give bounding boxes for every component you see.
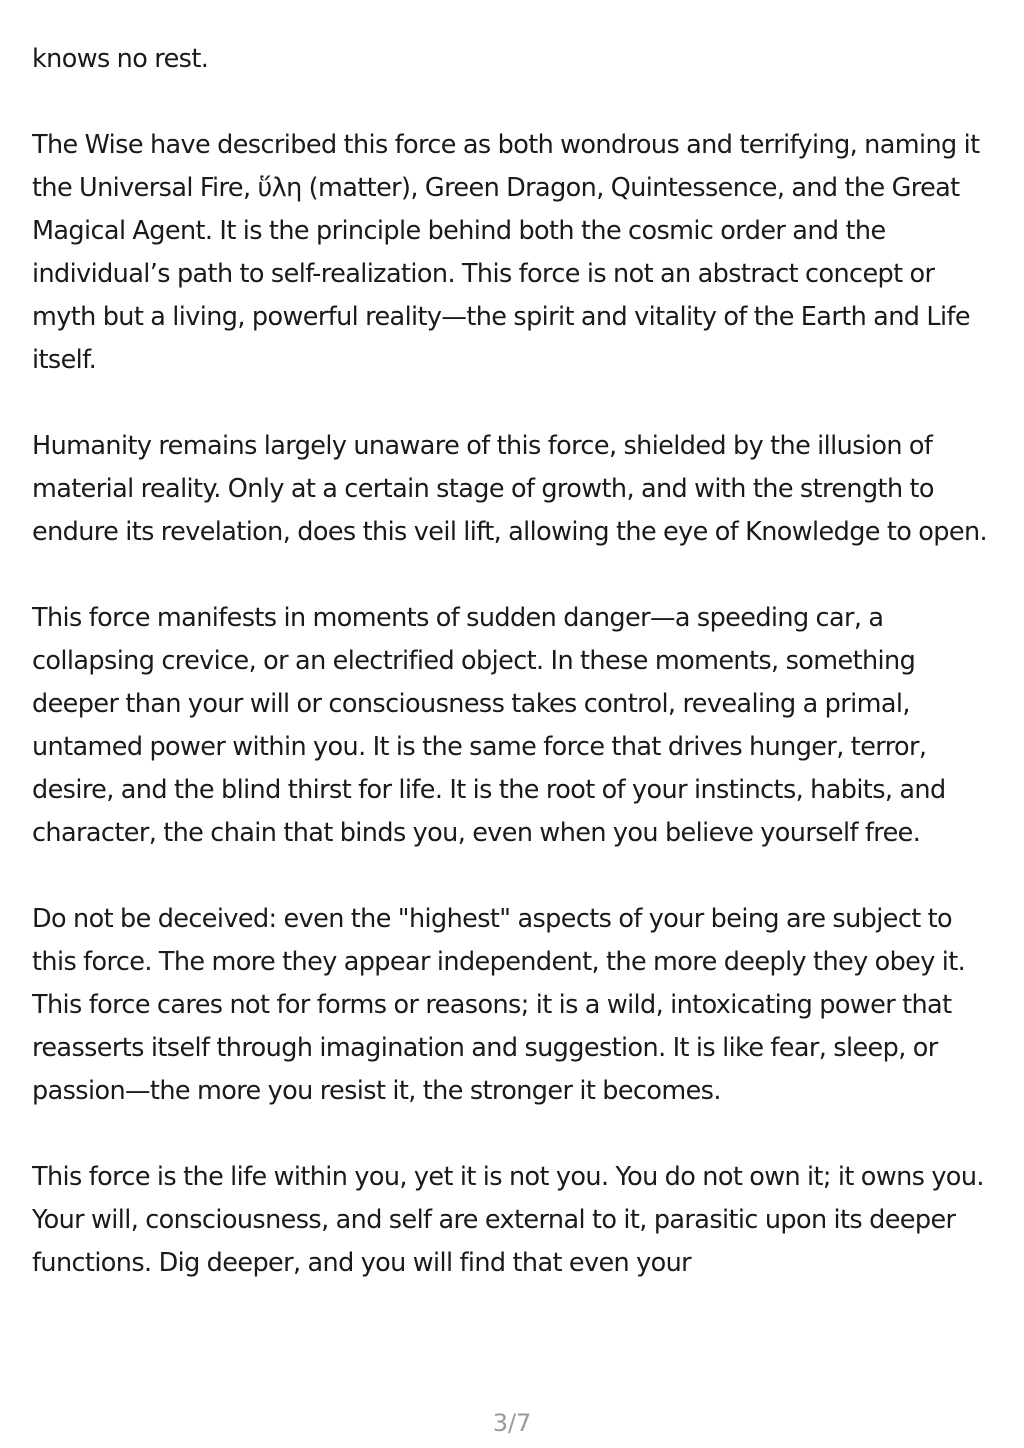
paragraph: Humanity remains largely unaware of this force, shielded by the illusion of material reality. Only at a certain stage of growth, and with the strength to endure its revelation, does this veil lift, allowing the eye of Knowledge to open. xyxy=(32,431,988,547)
paragraph: The Wise have described this force as both wondrous and terrifying, naming it the Universal Fire, ὕλη (matter), Green Dragon, Quintessence, and the Great Magical Agent. It is the principle behind both the cosmic order and the individual’s path to self-realization. This force is not an abstract concept or myth but a living, powerful reality—the spirit and vitality of the Earth and Life itself. xyxy=(32,130,980,375)
paragraph: knows no rest. xyxy=(32,44,209,74)
reader-page[interactable] xyxy=(32,38,1002,1410)
paragraph: This force manifests in moments of sudden danger—a speeding car, a collapsing crevice, or an electrified object. In these moments, something deeper than your will or consciousness takes control, revealing a primal, untamed power within you. It is the same force that drives hunger, terror, desire, and the blind thirst for life. It is the root of your instincts, habits, and character, the chain that binds you, even when you believe yourself free. xyxy=(32,603,946,848)
paragraph: Do not be deceived: even the "highest" aspects of your being are subject to this force. The more they appear independent, the more deeply they obey it. This force cares not for forms or reasons; it is a wild, intoxicating power that reasserts itself through imagination and suggestion. It is like fear, sleep, or passion—the more you resist it, the stronger it becomes. xyxy=(32,904,966,1106)
paragraph: This force is the life within you, yet it is not you. You do not own it; it owns you. Your will, consciousness, and self are external to it, parasitic upon its deeper functions. Dig deeper, and you will find that even your xyxy=(32,1162,984,1278)
page-indicator: 3/7 xyxy=(492,1409,532,1437)
